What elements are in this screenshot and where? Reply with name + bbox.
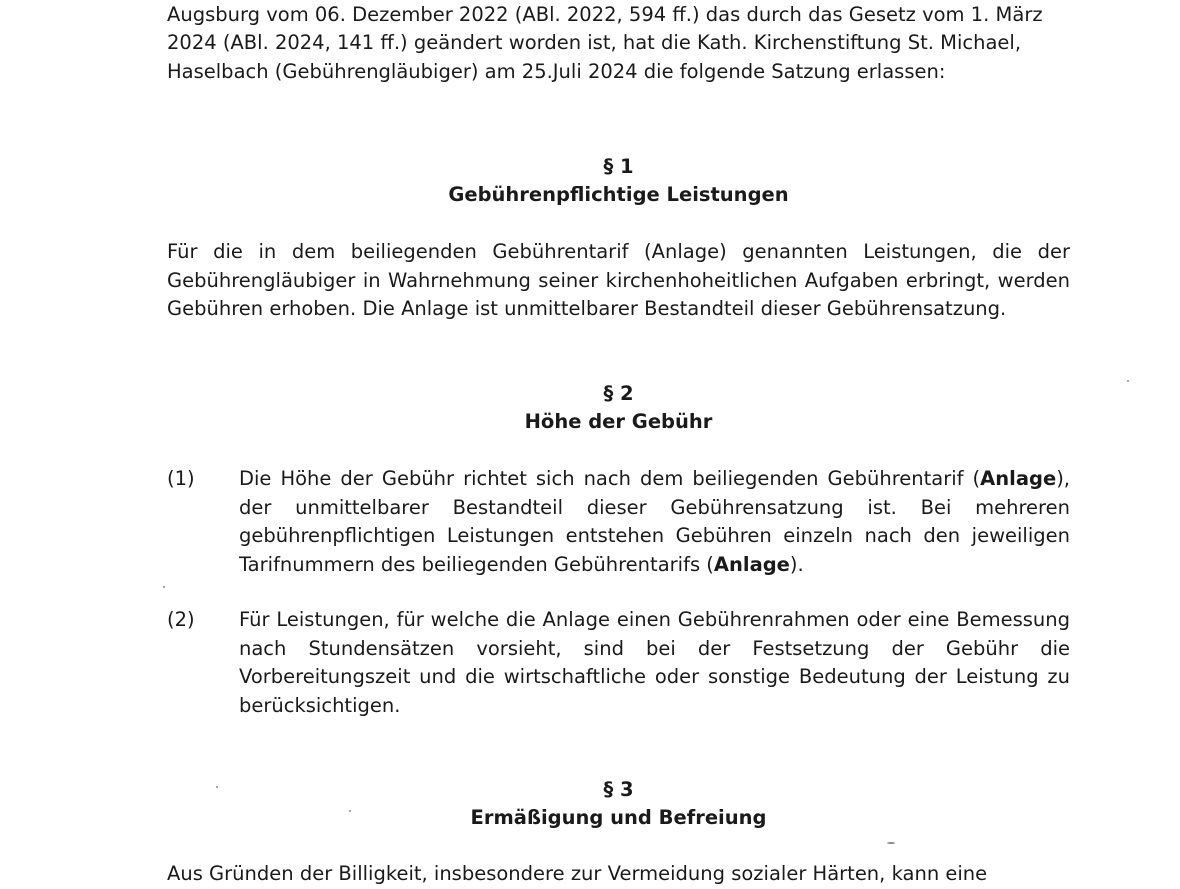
section-body: Aus Gründen der Billigkeit, insbesondere zur Vermeidung sozialer Härten, kann eine bbox=[167, 862, 988, 885]
scan-speck bbox=[887, 842, 895, 844]
clause-text: Für Leistungen, für welche die Anlage einen Gebührenrahmen oder eine Bemessung nach Stundensätzen vorsieht, sind bei der Festsetzung der Gebühr die Vorbereitungszeit und die wirtschaftliche oder sonstige Bedeutung der Leistung zu berücksichtigen. bbox=[239, 608, 1070, 717]
section-title: Gebührenpflichtige Leistungen bbox=[448, 183, 789, 206]
scan-speck bbox=[216, 786, 218, 788]
scan-speck bbox=[1127, 380, 1129, 382]
numbered-clause bbox=[167, 465, 1070, 579]
clause-text bbox=[239, 465, 1070, 579]
clause-text-run: ), der unmittelbarer Bestandteil dieser Gebührensatzung ist. Bei mehreren gebührenpflichtigen Leistungen entstehen Gebühren einzeln nach den jeweiligen Tarifnummern des beiliegenden Gebührentarifs ( bbox=[239, 467, 1070, 576]
intro-line: Haselbach (Gebührengläubiger) am 25.Juli 2024 die folgende Satzung erlassen: bbox=[167, 59, 946, 83]
section-title: Ermäßigung und Befreiung bbox=[470, 806, 767, 829]
clause-text-run: ). bbox=[789, 552, 804, 576]
clause-text-bold: Anlage bbox=[980, 467, 1057, 490]
clause-text-bold: Anlage bbox=[713, 552, 790, 576]
numbered-clause bbox=[167, 606, 1070, 720]
scan-speck bbox=[163, 586, 165, 588]
section-number: § 2 bbox=[603, 382, 634, 405]
section-number: § 1 bbox=[603, 155, 634, 178]
intro-paragraph bbox=[167, 1, 1070, 86]
section-number: § 3 bbox=[603, 778, 634, 801]
section-body: Für die in dem beiliegenden Gebührentarif (Anlage) genannten Leistungen, die der Gebührengläubiger in Wahrnehmung seiner kirchenhoheitlichen Aufgaben erbringt, werden Gebühren erhoben. Die Anlage ist unmittelbarer Bestandteil dieser Gebührensatzung. bbox=[167, 240, 1070, 320]
section-heading bbox=[167, 380, 1070, 436]
intro-line: Augsburg vom 06. Dezember 2022 (ABl. 2022, 594 ff.) das durch das Gesetz vom 1. März bbox=[167, 3, 1043, 26]
clause-marker: (2) bbox=[167, 608, 195, 631]
clause-text-run: Die Höhe der Gebühr richtet sich nach dem beiliegenden Gebührentarif ( bbox=[239, 467, 981, 490]
section-heading bbox=[167, 776, 1070, 832]
scan-speck bbox=[349, 810, 351, 812]
intro-line: 2024 (ABl. 2024, 141 ff.) geändert worden ist, hat die Kath. Kirchenstiftung St. Michael, bbox=[167, 31, 1022, 55]
section-title: Höhe der Gebühr bbox=[524, 410, 713, 433]
clause-marker: (1) bbox=[167, 467, 195, 490]
section-heading bbox=[167, 153, 1070, 209]
